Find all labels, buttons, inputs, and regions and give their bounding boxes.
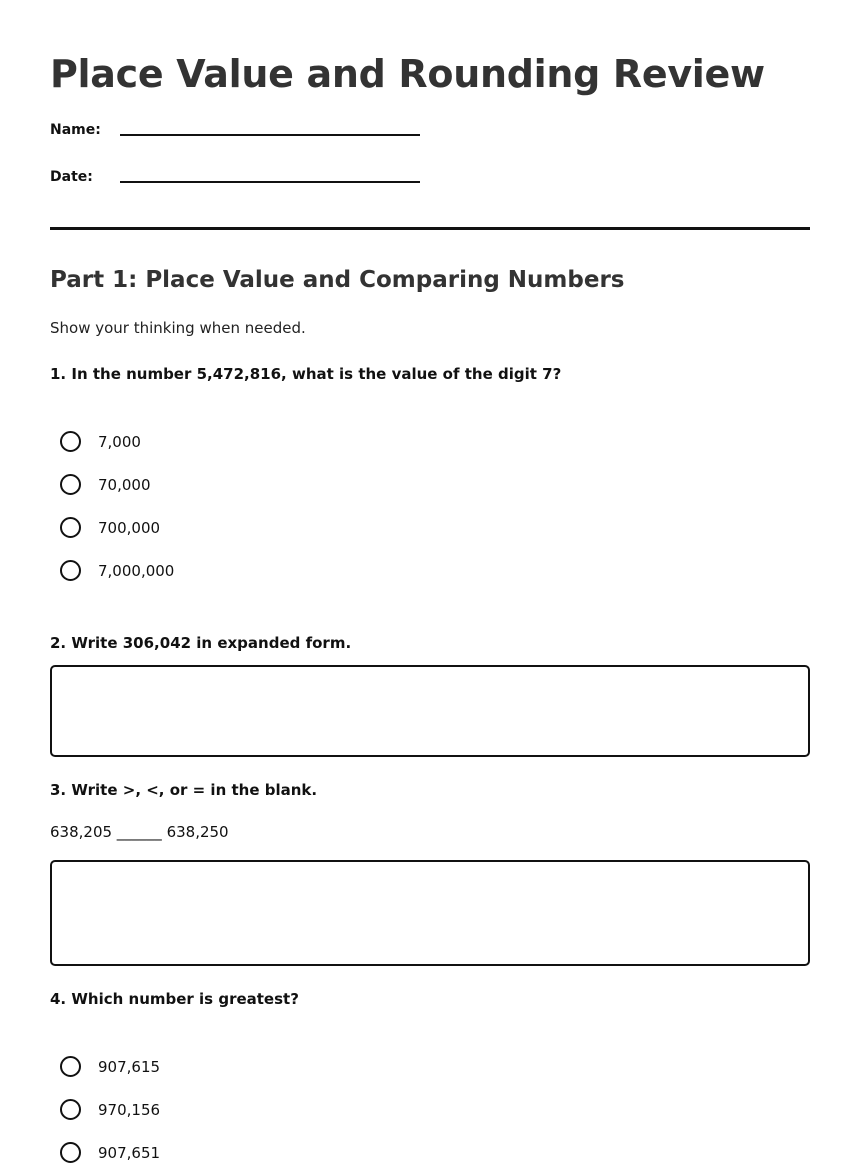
question-2-prompt: 2. Write 306,042 in expanded form. (50, 634, 352, 652)
worksheet-title: Place Value and Rounding Review (50, 52, 765, 96)
option-label: 700,000 (98, 519, 161, 537)
option-label: 907,651 (98, 1144, 161, 1162)
radio-button[interactable] (60, 1099, 81, 1120)
option-label: 7,000,000 (98, 562, 175, 580)
option-label: 907,615 (98, 1058, 161, 1076)
name-field-row (50, 120, 470, 150)
question-2-answer-box[interactable] (50, 665, 810, 757)
radio-button[interactable] (60, 560, 81, 581)
header-divider (50, 227, 810, 230)
option-label: 7,000 (98, 433, 141, 451)
part-1-instructions: Show your thinking when needed. (50, 319, 306, 337)
option-label: 970,156 (98, 1101, 161, 1119)
question-3-prompt: 3. Write >, <, or = in the blank. (50, 781, 318, 799)
option-label: 70,000 (98, 476, 151, 494)
radio-button[interactable] (60, 431, 81, 452)
date-input-line[interactable] (120, 181, 420, 183)
question-4-prompt: 4. Which number is greatest? (50, 990, 299, 1008)
date-label: Date: (50, 169, 93, 185)
part-1-heading: Part 1: Place Value and Comparing Numbers (50, 267, 625, 293)
radio-button[interactable] (60, 1056, 81, 1077)
question-1-prompt: 1. In the number 5,472,816, what is the value of the digit 7? (50, 365, 562, 383)
name-input-line[interactable] (120, 134, 420, 136)
name-label: Name: (50, 122, 101, 138)
radio-button[interactable] (60, 1142, 81, 1163)
radio-button[interactable] (60, 474, 81, 495)
radio-button[interactable] (60, 517, 81, 538)
date-field-row (50, 167, 470, 197)
question-3-comparison: 638,205 ______ 638,250 (50, 823, 229, 841)
question-3-answer-box[interactable] (50, 860, 810, 966)
